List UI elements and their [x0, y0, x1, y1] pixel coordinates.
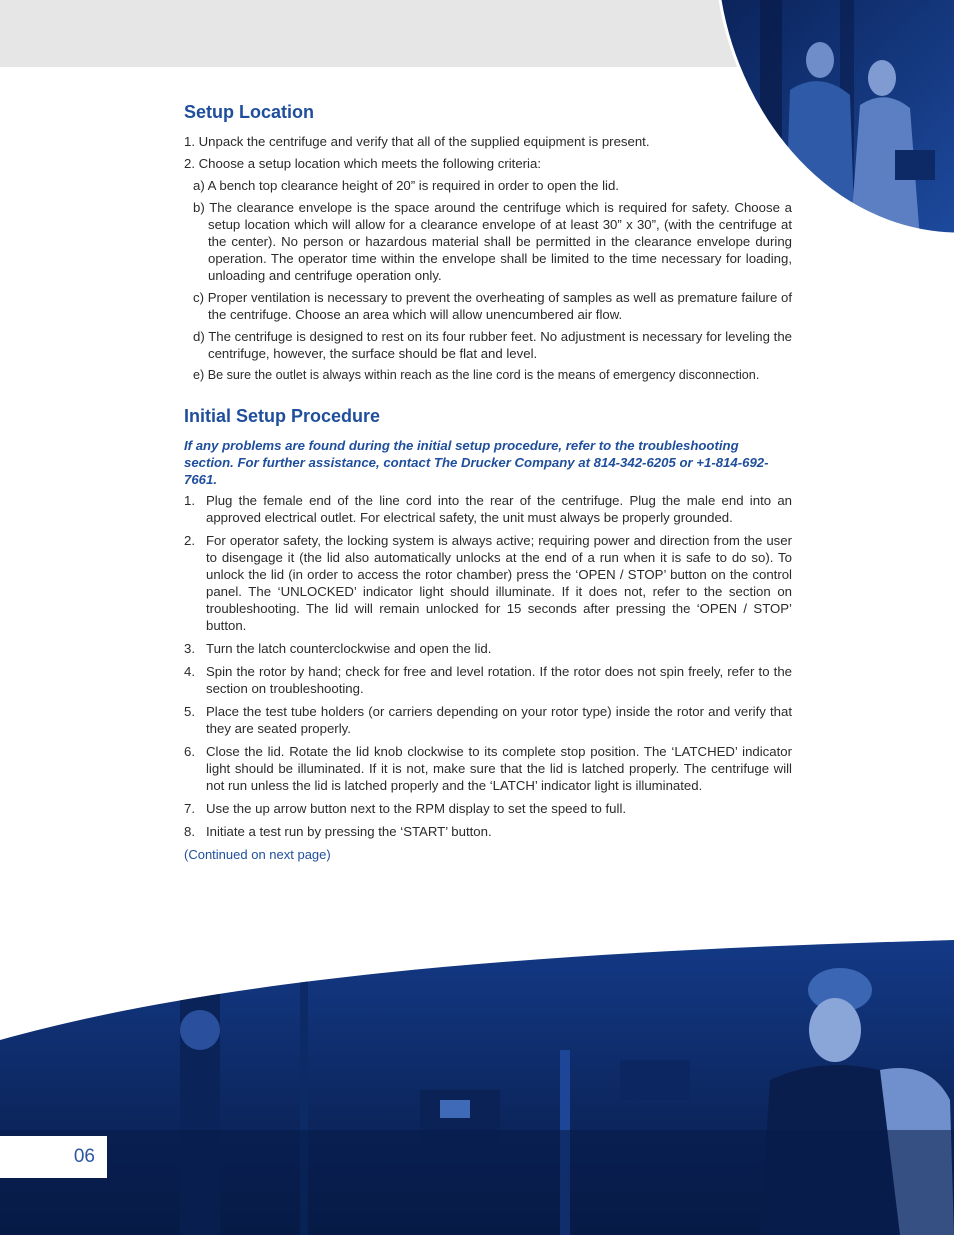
setup-step: [184, 743, 792, 794]
step-number: 7.: [184, 801, 195, 816]
criteria-a: a) A bench top clearance height of 20” is required in order to open the lid.: [193, 178, 619, 193]
setup-step: [184, 823, 792, 840]
step-text: Close the lid. Rotate the lid knob clockwise to its complete stop position. The ‘LATCHED’ indicator light should be illuminated. If it is not, make sure that the lid is latched properly. The centrifuge will not run unless the lid is latched properly and the ‘LATCH’ indicator light is illuminated.: [206, 744, 792, 793]
setup-location-heading: Setup Location: [184, 102, 314, 122]
troubleshooting-note: If any problems are found during the initial setup procedure, refer to the troubleshooting section. For further assistance, contact The Drucker Company at 814-342-6205 or +1-814-692-7661.: [184, 438, 769, 487]
step-number: 1.: [184, 493, 195, 508]
criteria-e: e) Be sure the outlet is always within reach as the line cord is the means of emergency disconnection.: [193, 368, 760, 382]
criteria-c: c) Proper ventilation is necessary to prevent the overheating of samples as well as premature failure of the centrifuge. Choose an area which will allow unencumbered air flow.: [193, 290, 792, 322]
main-content: [184, 100, 792, 863]
criteria-d: d) The centrifuge is designed to rest on its four rubber feet. No adjustment is necessary for leveling the centrifuge, however, the surface should be flat and level.: [193, 329, 792, 361]
step-number: 2.: [184, 533, 195, 548]
step-text: Initiate a test run by pressing the ‘START’ button.: [206, 824, 492, 839]
step-number: 5.: [184, 704, 195, 719]
setup-step: [184, 492, 792, 526]
continued-note: (Continued on next page): [184, 847, 331, 862]
setup-step: [184, 663, 792, 697]
step-number: 6.: [184, 744, 195, 759]
step-text: Place the test tube holders (or carriers depending on your rotor type) inside the rotor and verify that they are seated properly.: [206, 704, 792, 736]
setup-item-1: 1. Unpack the centrifuge and verify that all of the supplied equipment is present.: [184, 134, 650, 149]
step-text: Spin the rotor by hand; check for free and level rotation. If the rotor does not spin freely, refer to the section on troubleshooting.: [206, 664, 792, 696]
setup-step: [184, 640, 792, 657]
step-number: 4.: [184, 664, 195, 679]
page-number: 06: [73, 1146, 95, 1167]
initial-setup-heading: Initial Setup Procedure: [184, 406, 381, 426]
step-number: 3.: [184, 641, 195, 656]
setup-step: [184, 800, 792, 817]
step-text: Use the up arrow button next to the RPM display to set the speed to full.: [206, 801, 627, 816]
step-text: Plug the female end of the line cord into the rear of the centrifuge. Plug the male end into an approved electrical outlet. For electrical safety, the unit must always be properly grounded.: [206, 493, 792, 525]
page-number-box: [0, 1136, 107, 1178]
step-number: 8.: [184, 824, 195, 839]
setup-step: [184, 703, 792, 737]
step-text: For operator safety, the locking system is always active; requiring power and direction from the user to disengage it (the lid also automatically unlocks at the end of a run when it is safe to do so). To unlock the lid (in order to access the rotor chamber) press the ‘OPEN / STOP’ button on the control panel. The ‘UNLOCKED’ indicator light should illuminate. If it does not, refer to the section on troubleshooting. The lid will remain unlocked for 15 seconds after pressing the ‘OPEN / STOP’ button.: [206, 533, 792, 633]
setup-item-2: 2. Choose a setup location which meets the following criteria:: [184, 156, 541, 171]
criteria-b: b) The clearance envelope is the space around the centrifuge which is required for safety. Choose a setup location which will allow for a clearance envelope of at least 30” x 30”, (with the centrifuge at the center). No person or hazardous material shall be permitted in the clearance envelope during operation. The operator time within the envelope shall be limited to the time necessary for loading, unloading and centrifuge operation only.: [193, 200, 792, 283]
setup-step: [184, 532, 792, 634]
step-text: Turn the latch counterclockwise and open the lid.: [206, 641, 492, 656]
bottom-photo: [0, 930, 954, 1235]
